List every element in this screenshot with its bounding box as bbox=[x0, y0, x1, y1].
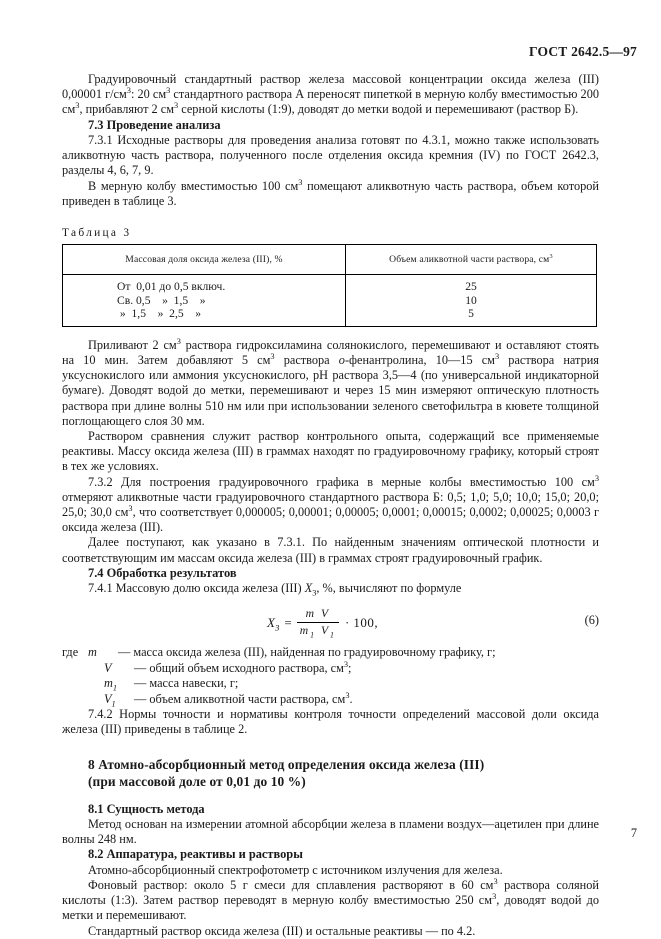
para-7-3-1: 7.3.1 Исходные растворы для проведения анализа готовят по 4.3.1, можно также использовать аликвотную часть раствора, полученного после отделения оксида кремния (IV) по ГОСТ 2642.3, разделы 4, 6, 7, 9. bbox=[62, 133, 599, 178]
definition-symbol: V bbox=[104, 660, 112, 675]
formula-definitions bbox=[62, 645, 599, 707]
formula-equals: = bbox=[284, 614, 292, 630]
standard-header: ГОСТ 2642.5—97 bbox=[529, 44, 637, 59]
formula-block bbox=[62, 603, 599, 641]
heading-section-8-line2: (при массовой доле от 0,01 до 10 %) bbox=[88, 774, 306, 789]
definition-symbol: $V_1$ bbox=[104, 691, 116, 709]
para-spectrophotometer: Атомно-абсорбционный спектрофотометр с источником излучения для железа. bbox=[88, 862, 503, 877]
para-background-solution: Фоновый раствор: около 5 г смеси для сплавления растворяют в 60 $см^3$ раствора соляной кислоты (1:3). Затем раствор переводят в мерную колбу вместимостью 250 $см^3$, доводят водой до метки и перемешивают. bbox=[62, 876, 599, 923]
para-7-4-1: 7.4.1 Массовую долю оксида железа (III) $X_3$, %, вычисляют по формуле bbox=[88, 581, 462, 598]
table-row: 25 bbox=[465, 280, 477, 294]
formula-multiply-dot: · bbox=[344, 614, 350, 630]
para-reference-solution: Раствором сравнения служит раствор контрольного опыта, содержащий все применяемые реактивы. Массу оксида железа (III) в граммах находят по градуировочному графику, который строят в тех же условиях. bbox=[62, 429, 599, 474]
definition-item: $V_1$ — объем аликвотной части раствора, $см^3$. bbox=[62, 692, 599, 707]
para-7-4-2: 7.4.2 Нормы точности и нормативы контроля точности определений массовой доли оксида железа (III) приведены в таблице 2. bbox=[62, 707, 599, 737]
page-content bbox=[62, 72, 599, 939]
definition-item: V — общий объем исходного раствора, $см^3$; bbox=[62, 661, 599, 676]
table-header-mass-fraction: Массовая доля оксида железа (III), % bbox=[63, 245, 346, 275]
aliquot-table bbox=[62, 244, 597, 327]
table-header-row bbox=[63, 245, 597, 275]
definition-symbol: m bbox=[88, 645, 97, 660]
table-cell-volumes bbox=[346, 275, 597, 327]
table-body-row bbox=[63, 275, 597, 327]
where-label: где bbox=[62, 645, 79, 660]
para-further-procedure: Далее поступают, как указано в 7.3.1. По найденным значениям оптической плотности и соответствующим им массам оксида железа (III) в граммах строят градуировочный график. bbox=[62, 535, 599, 565]
table-row: » 1,5 » 2,5 » bbox=[117, 307, 202, 321]
heading-section-8 bbox=[62, 756, 599, 791]
table-row: Св. 0,5 » 1,5 » bbox=[117, 293, 206, 307]
table-header-volume: Объем аликвотной части раствора, $см^3$ bbox=[346, 245, 597, 275]
definition-symbol: $m_1$ bbox=[104, 676, 118, 693]
para-hydroxylamine: Приливают 2 $см^3$ раствора гидроксиламина солянокислого, перемешивают и оставляют стоять на 10 мин. Затем добавляют 5 $см^3$ раствора о-фенантролина, 10—15 $см^3$ раствора натрия уксуснокислого или аммония уксуснокислого, рН раствора 3,5—4 (по универсальной индикаторной бумаге). Доводят водой до метки, перемешивают и через 15 мин измеряют оптическую плотность раствора при длине волны 510 нм или при использовании зеленого светофильтра в кювете толщиной поглощающего слоя 30 мм. bbox=[62, 336, 599, 428]
formula-variable: $X_3$ bbox=[267, 614, 280, 633]
formula-denominator: $m_1$ $V_1$ bbox=[299, 624, 336, 640]
para-7-3-2: 7.3.2 Для построения градуировочного графика в мерные колбы вместимостью 100 $см^3$ отмеряют аликвотные части градуировочного стандартного раствора Б: 0,5; 1,0; 5,0; 10,0; 15,0; 20,0; 25,0; 30,0 $см^3$, что соответствует 0,000005; 0,00001; 0,00005; 0,0001; 0,00015; 0,0002; 0,00025; 0,0003 г оксида железа (III). bbox=[62, 473, 599, 535]
formula-numerator: m V bbox=[297, 607, 339, 623]
table-cell-ranges bbox=[63, 275, 346, 327]
para-flask: В мерную колбу вместимостью 100 $см^3$ помещают аликвотную часть раствора, объем которой приведен в таблице 3. bbox=[62, 177, 599, 208]
table-row: 5 bbox=[468, 307, 474, 321]
formula-multiplier: 100, bbox=[353, 614, 379, 630]
formula-expression bbox=[267, 607, 379, 640]
page-number: 7 bbox=[630, 826, 637, 840]
heading-7-3: 7.3 Проведение анализа bbox=[88, 117, 221, 132]
formula-number: (6) bbox=[584, 613, 599, 628]
heading-7-4: 7.4 Обработка результатов bbox=[88, 565, 237, 580]
para-standard-solution: Стандартный раствор оксида железа (III) и остальные реактивы — по 4.2. bbox=[88, 923, 476, 938]
heading-8-1: 8.1 Сущность метода bbox=[88, 801, 205, 816]
table-row: От 0,01 до 0,5 включ. bbox=[117, 280, 226, 294]
heading-section-8-line1: 8 Атомно-абсорбционный метод определения оксида железа (III) bbox=[88, 756, 485, 772]
definition-item: где m — масса оксида железа (III), найденная по градуировочному графику, г; bbox=[62, 645, 496, 660]
formula-fraction bbox=[297, 607, 339, 640]
table-row: 10 bbox=[465, 293, 477, 307]
definition-item: $m_1$ — масса навески, г; bbox=[62, 676, 599, 691]
table-caption: Таблица 3 bbox=[62, 227, 132, 240]
para-calibration-solution: Градуировочный стандартный раствор железа массовой концентрации оксида железа (III) 0,00001 $г/см^3$: 20 $см^3$ стандартного раствора А переносят пипеткой в мерную колбу вместимостью 200 $см^3$, прибавляют 2 $см^3$ серной кислоты (1:9), доводят до метки водой и перемешивают (раствор Б). bbox=[62, 72, 599, 117]
para-8-1-method: Метод основан на измерении атомной абсорбции железа в пламени воздух—ацетилен при длине волны 248 нм. bbox=[62, 816, 599, 847]
heading-8-2: 8.2 Аппаратура, реактивы и растворы bbox=[88, 847, 303, 862]
